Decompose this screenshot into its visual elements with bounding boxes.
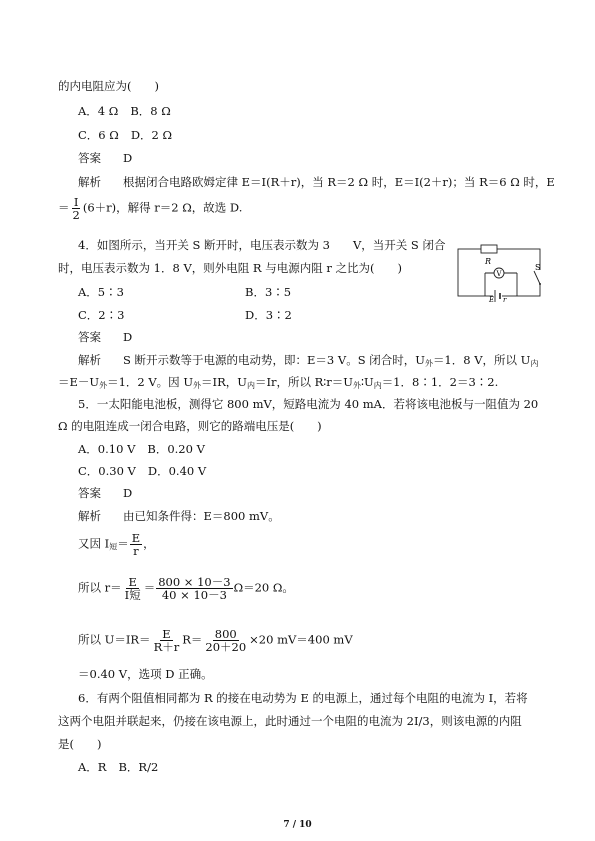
q6-stem-line2: 这两个电阻并联起来，仍接在该电源上，此时通过一个电阻的电流为 2I/3，则该电源的内阻 [58, 714, 522, 728]
fraction-800-over-40-sum: $\frac{800}{20+20}$ [205, 627, 247, 654]
q4-answer [78, 329, 132, 345]
fraction-e-over-r-plus-r: $\frac{E}{R+r}$ [153, 627, 180, 654]
q6-stem-line3: 是( ) [58, 737, 102, 751]
q4-option-d: D．3∶2 [245, 308, 292, 322]
q6-option-b: B．R/2 [118, 760, 159, 774]
answer-label: 答案 [78, 151, 101, 165]
q3-explanation [78, 174, 555, 190]
switch-pivot [539, 283, 541, 285]
q5-option-a: A．0.10 V [78, 442, 136, 456]
battery-emf-label: E [489, 296, 495, 302]
circuit-diagram [455, 240, 545, 302]
answer-value: D [123, 151, 133, 165]
q6-stem-line1: 6．有两个阻值相同都为 R 的接在电动势为 E 的电源上，通过每个电阻的电流为 I，若将 [78, 691, 528, 705]
fraction-800-over-40: $\frac{800 \times 10-3}{40 \times 10-3}$ [158, 575, 231, 602]
q3-option-c: C．6 Ω [78, 128, 119, 142]
q5-explanation-line1: 解析 由已知条件得：E＝800 mV。 [78, 509, 280, 523]
q5-options-ab [78, 441, 205, 457]
answer-value: D [123, 486, 133, 500]
q5-option-b: B．0.20 V [147, 442, 205, 456]
q3-explanation-line2: ＝ $\frac{I}{2}$ (6＋r)，解得 r＝2 Ω，故选 D. [58, 195, 243, 222]
explanation-label: 解析 [78, 509, 101, 523]
battery-internal-resistance-label: r [503, 296, 507, 302]
answer-label: 答案 [78, 486, 101, 500]
q4-stem-line2: 时，电压表示数为 1．8 V，则外电阻 R 与电源内阻 r 之比为( ) [58, 261, 402, 275]
q3-option-a: A．4 Ω [78, 104, 119, 118]
q3-option-b: B．8 Ω [130, 104, 171, 118]
q4-option-a: A．5∶3 [78, 285, 124, 299]
q5-stem-line1: 5．一太阳能电池板，测得它 800 mV，短路电流为 40 mA．若将该电池板与一阻值为 20 [78, 397, 539, 411]
explanation-label: 解析 [78, 353, 101, 367]
resistor-label: R [485, 257, 492, 266]
q5-option-d: D．0.40 V [147, 464, 207, 478]
q6-options-ab [78, 759, 158, 775]
q5-answer [78, 485, 132, 501]
fraction-e-over-ishort: $\frac{E}{\text{I短}}$ [124, 575, 141, 602]
fraction-i-over-2: $\frac{I}{2}$ [72, 195, 80, 222]
switch-gap [529, 270, 543, 284]
q6-option-a: A．R [78, 760, 107, 774]
voltmeter-label: V [496, 270, 502, 278]
page-number: 7 / 10 [283, 820, 312, 830]
q4-explanation-line2: $=E-U_外=1$．2 V。因 $U_外=IR$，$U_内=Ir$，所以 $R∶r=U_外∶U_内=1$．8∶1．2＝3∶2. [58, 375, 499, 390]
q4-stem-line1: 4．如图所示，当开关 S 断开时，电压表示数为 3 V，当开关 S 闭合 [78, 238, 446, 252]
q4-option-c: C．2∶3 [78, 308, 125, 322]
q5-stem-line2: Ω 的电阻连成一闭合电路，则它的路端电压是( ) [58, 419, 322, 433]
q5-explanation-line3: 所以 r＝ $\frac{E}{\text{I短}}$ ＝ $\frac{800 \times 10-3}{40 \times 10-3}$ Ω＝20 Ω。 [78, 575, 294, 602]
q3-options-cd [78, 127, 172, 143]
q3-stem-tail: 的内电阻应为( ) [58, 79, 159, 93]
q5-explanation-line4: 所以 U＝IR＝ $\frac{E}{R+r}$ R＝ $\frac{800}{20+20}$ ×20 mV＝400 mV [78, 627, 353, 654]
answer-value: D [123, 330, 133, 344]
q5-options-cd [78, 463, 206, 479]
switch-label: S [535, 263, 541, 272]
fraction-e-over-r: $\frac{E}{r}$ [131, 531, 141, 558]
q5-option-c: C．0.30 V [78, 464, 136, 478]
explanation-text: 根据闭合电路欧姆定律 E＝I(R＋r)，当 R＝2 Ω 时，E＝I(2＋r)；当 R＝6 Ω 时，E [123, 175, 555, 189]
q5-explanation-line2: 又因 $I_短=$ $\frac{E}{r}$ ， [78, 531, 155, 558]
resistor-r [481, 245, 497, 253]
q3-answer [78, 150, 132, 166]
q3-option-d: D．2 Ω [130, 128, 173, 142]
explanation-label: 解析 [78, 175, 101, 189]
answer-label: 答案 [78, 330, 101, 344]
q5-explanation-line5: ＝0.40 V，选项 D 正确。 [78, 667, 213, 681]
q3-options-ab [78, 103, 171, 119]
q4-explanation-line1: 解析 S 断开示数等于电源的电动势，即：E＝3 V。S 闭合时，$U_外=1$．8 V，所以 $U_内$ [78, 353, 539, 368]
q4-option-b: B．3∶5 [245, 285, 292, 299]
